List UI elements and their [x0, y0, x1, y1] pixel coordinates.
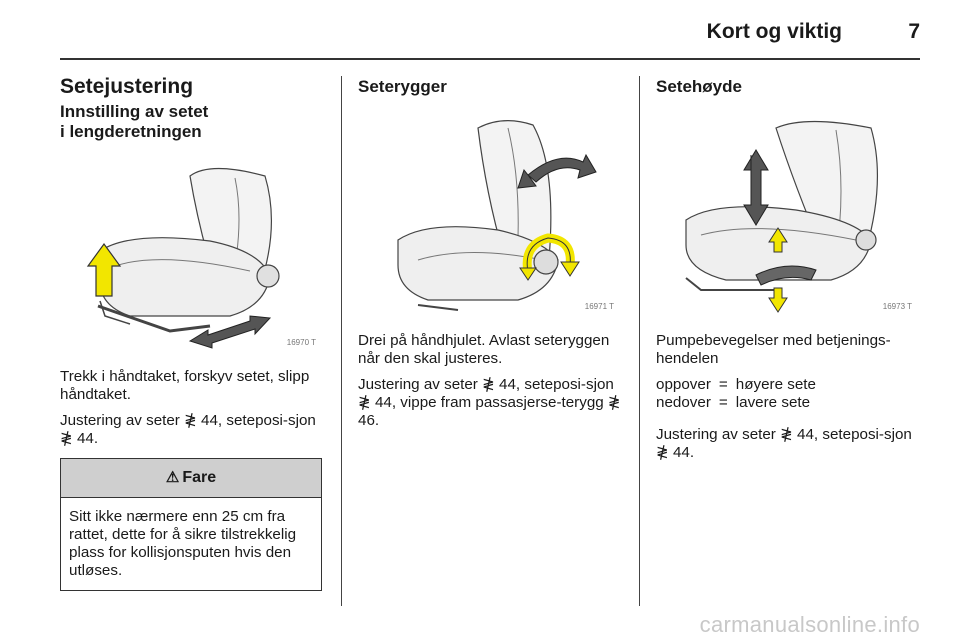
watermark: carmanualsonline.info	[699, 612, 920, 637]
warning-title: Fare	[182, 469, 217, 486]
page-number: 7	[908, 20, 920, 43]
seat-height-illustration-svg	[656, 110, 920, 320]
definition-term: oppover	[656, 376, 711, 393]
column-divider-2	[639, 76, 640, 606]
reference-text: Justering av seter ≹ 44, seteposi-sjon ≹ 44.	[656, 426, 912, 461]
column-3	[656, 76, 920, 470]
section-heading: Setejustering	[60, 75, 194, 98]
definition-separator: =	[718, 376, 728, 393]
figure-number: 16970 T	[286, 338, 316, 347]
body-text: Pumpebevegelser med betjenings-hendelen	[656, 332, 891, 367]
definition-separator: =	[718, 394, 728, 411]
figure-number: 16971 T	[584, 302, 614, 311]
body-text: Trekk i håndtaket, forskyv setet, slipp håndtaket.	[60, 368, 310, 403]
column-divider-1	[341, 76, 342, 606]
column-1	[60, 76, 324, 591]
definition-description: høyere sete	[735, 376, 816, 393]
definition-list	[656, 376, 920, 412]
backrest-illustration-svg	[358, 110, 622, 320]
header-rule	[60, 58, 920, 60]
warning-triangle-icon: ⚠	[165, 469, 180, 486]
backrest-illustration	[358, 110, 622, 320]
reference-text: Justering av seter ≹ 44, seteposi-sjon ≹ 44.	[60, 412, 316, 447]
subheading-line-2: i lengderetningen	[60, 122, 202, 141]
warning-box	[60, 458, 322, 591]
column-2	[358, 76, 622, 438]
slide-direction-arrow	[190, 316, 270, 348]
section-heading: Seterygger	[358, 77, 447, 96]
body-text: Drei på håndhjulet. Avlast seteryggen når den skal justeres.	[358, 332, 610, 367]
reference-text: Justering av seter ≹ 44, seteposi-sjon ≹ 44, vippe fram passasjerse-terygg ≹ 46.	[358, 376, 621, 429]
section-heading: Setehøyde	[656, 77, 742, 96]
seat-height-illustration	[656, 110, 920, 320]
subheading-line-1: Innstilling av setet	[60, 102, 209, 121]
figure-number: 16973 T	[882, 302, 912, 311]
definition-term: nedover	[656, 394, 711, 411]
definition-description: lavere sete	[735, 394, 811, 411]
warning-text: Sitt ikke nærmere enn 25 cm fra rattet, dette for å sikre tilstrekkelig plass for kollisjonsputen hvis den utløses.	[69, 508, 297, 579]
warning-header	[61, 459, 321, 498]
seat-illustration-svg	[60, 156, 324, 356]
seat-longitudinal-illustration	[60, 156, 324, 356]
subheading	[60, 102, 324, 142]
header-title: Kort og viktig	[706, 20, 842, 43]
